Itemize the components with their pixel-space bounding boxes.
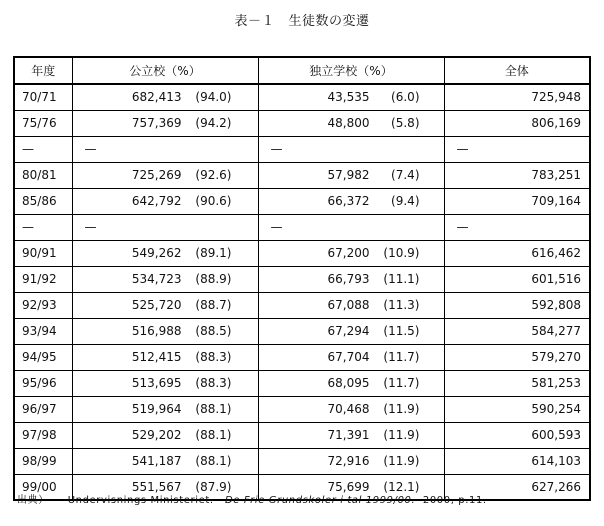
dash-cell: —	[444, 214, 590, 240]
header-independent: 独立学校（%）	[258, 57, 444, 84]
table-row	[14, 188, 590, 214]
public-percent: (88.3)	[195, 350, 232, 364]
table-row	[14, 292, 590, 318]
total-cell: 584,277	[444, 318, 590, 344]
independent-percent: (10.9)	[383, 246, 420, 260]
public-cell	[72, 422, 258, 448]
table-body	[14, 84, 590, 500]
year-cell: 96/97	[14, 396, 72, 422]
year-cell: 80/81	[14, 162, 72, 188]
public-count: 513,695	[131, 376, 182, 390]
independent-cell	[258, 266, 444, 292]
year-cell: 98/99	[14, 448, 72, 474]
independent-count: 68,095	[327, 376, 370, 390]
header-year: 年度	[14, 57, 72, 84]
separator-row	[14, 136, 590, 162]
public-count: 757,369	[131, 116, 182, 130]
independent-count: 43,535	[327, 90, 370, 105]
total-cell: 616,462	[444, 240, 590, 266]
table-row	[14, 422, 590, 448]
total-cell: 600,593	[444, 422, 590, 448]
public-percent: (88.1)	[195, 454, 232, 468]
public-count: 519,964	[131, 402, 182, 416]
public-cell	[72, 110, 258, 136]
independent-count: 72,916	[327, 454, 370, 468]
public-count: 551,567	[131, 479, 182, 494]
public-cell	[72, 188, 258, 214]
public-count: 725,269	[131, 168, 182, 182]
table-row	[14, 110, 590, 136]
year-cell: 95/96	[14, 370, 72, 396]
dash-cell: —	[14, 136, 72, 162]
independent-cell	[258, 448, 444, 474]
year-cell: 75/76	[14, 110, 72, 136]
independent-percent: (11.3)	[383, 298, 420, 312]
public-cell	[72, 448, 258, 474]
source-citation	[17, 491, 487, 506]
year-cell: 90/91	[14, 240, 72, 266]
independent-cell	[258, 84, 444, 110]
dash-cell: —	[444, 136, 590, 162]
independent-count: 66,793	[327, 272, 370, 286]
dash-cell: —	[258, 214, 444, 240]
total-cell: 709,164	[444, 188, 590, 214]
year-cell: 99/00	[14, 474, 72, 500]
year-cell: 91/92	[14, 266, 72, 292]
header-row	[14, 57, 590, 84]
public-count: 642,792	[131, 194, 182, 208]
independent-count: 67,704	[327, 350, 370, 364]
independent-cell	[258, 318, 444, 344]
table-title: 表－１ 生徒数の変遷	[234, 14, 370, 29]
independent-count: 66,372	[327, 194, 370, 208]
table-row	[14, 240, 590, 266]
independent-count: 48,800	[327, 116, 370, 130]
dash-cell: —	[14, 214, 72, 240]
independent-percent: (7.4)	[391, 168, 420, 182]
public-count: 541,187	[131, 454, 182, 468]
total-cell: 601,516	[444, 266, 590, 292]
independent-count: 67,294	[327, 324, 370, 338]
year-cell: 97/98	[14, 422, 72, 448]
total-cell: 614,103	[444, 448, 590, 474]
public-cell	[72, 162, 258, 188]
student-count-table	[13, 56, 591, 501]
public-cell	[72, 292, 258, 318]
source-label: 出典）	[17, 495, 49, 506]
independent-percent: (11.9)	[383, 454, 420, 468]
public-percent: (88.9)	[195, 272, 232, 286]
public-cell	[72, 266, 258, 292]
total-cell: 806,169	[444, 110, 590, 136]
total-cell: 592,808	[444, 292, 590, 318]
public-percent: (92.6)	[195, 168, 232, 182]
total-cell: 783,251	[444, 162, 590, 188]
year-cell: 85/86	[14, 188, 72, 214]
public-cell	[72, 318, 258, 344]
header-total: 全体	[444, 57, 590, 84]
public-percent: (87.9)	[195, 479, 232, 494]
source-rest: 2000, p.11.	[422, 495, 487, 506]
public-count: 682,413	[131, 90, 182, 105]
independent-percent: (11.7)	[383, 350, 420, 364]
table-row	[14, 162, 590, 188]
independent-percent: (11.9)	[383, 428, 420, 442]
independent-cell	[258, 422, 444, 448]
public-percent: (90.6)	[195, 194, 232, 208]
source-work: De Frie Grundskoler i tal 1999/00.	[224, 495, 416, 506]
total-cell: 627,266	[444, 474, 590, 500]
year-cell: 94/95	[14, 344, 72, 370]
public-cell	[72, 240, 258, 266]
table-row	[14, 396, 590, 422]
independent-cell	[258, 110, 444, 136]
public-cell	[72, 396, 258, 422]
independent-percent: (11.1)	[383, 272, 420, 286]
dash-cell: —	[72, 136, 258, 162]
dash-cell: —	[258, 136, 444, 162]
total-cell: 590,254	[444, 396, 590, 422]
independent-percent: (11.9)	[383, 402, 420, 416]
independent-cell	[258, 292, 444, 318]
independent-cell	[258, 240, 444, 266]
independent-count: 67,200	[327, 246, 370, 260]
separator-row	[14, 214, 590, 240]
public-count: 516,988	[131, 324, 182, 338]
independent-count: 75,699	[327, 479, 370, 494]
total-cell: 581,253	[444, 370, 590, 396]
independent-count: 71,391	[327, 428, 370, 442]
independent-percent: (6.0)	[391, 90, 420, 105]
independent-percent: (12.1)	[383, 479, 420, 494]
public-percent: (88.1)	[195, 402, 232, 416]
table-row	[14, 344, 590, 370]
independent-count: 70,468	[327, 402, 370, 416]
public-percent: (89.1)	[195, 246, 232, 260]
public-percent: (88.5)	[195, 324, 232, 338]
year-cell: 93/94	[14, 318, 72, 344]
table-row	[14, 318, 590, 344]
independent-cell	[258, 162, 444, 188]
independent-cell	[258, 396, 444, 422]
table-row	[14, 84, 590, 110]
public-count: 529,202	[131, 428, 182, 442]
independent-percent: (9.4)	[391, 194, 420, 208]
independent-count: 57,982	[327, 168, 370, 182]
independent-cell	[258, 370, 444, 396]
independent-cell	[258, 188, 444, 214]
public-count: 525,720	[131, 298, 182, 312]
public-cell	[72, 344, 258, 370]
public-percent: (94.2)	[195, 116, 232, 130]
public-percent: (88.7)	[195, 298, 232, 312]
independent-cell	[258, 344, 444, 370]
source-author: Undervisnings Ministeriet.	[67, 495, 214, 506]
public-percent: (88.3)	[195, 376, 232, 390]
year-cell: 92/93	[14, 292, 72, 318]
public-count: 534,723	[131, 272, 182, 286]
total-cell: 579,270	[444, 344, 590, 370]
public-cell	[72, 370, 258, 396]
public-count: 512,415	[131, 350, 182, 364]
table-row	[14, 448, 590, 474]
total-cell: 725,948	[444, 84, 590, 110]
independent-percent: (11.5)	[383, 324, 420, 338]
independent-count: 67,088	[327, 298, 370, 312]
dash-cell: —	[72, 214, 258, 240]
table-row	[14, 370, 590, 396]
header-public: 公立校（%）	[72, 57, 258, 84]
public-count: 549,262	[131, 246, 182, 260]
public-percent: (94.0)	[195, 90, 232, 105]
table-row	[14, 266, 590, 292]
public-cell	[72, 84, 258, 110]
independent-percent: (5.8)	[391, 116, 420, 130]
independent-percent: (11.7)	[383, 376, 420, 390]
public-percent: (88.1)	[195, 428, 232, 442]
year-cell: 70/71	[14, 84, 72, 110]
